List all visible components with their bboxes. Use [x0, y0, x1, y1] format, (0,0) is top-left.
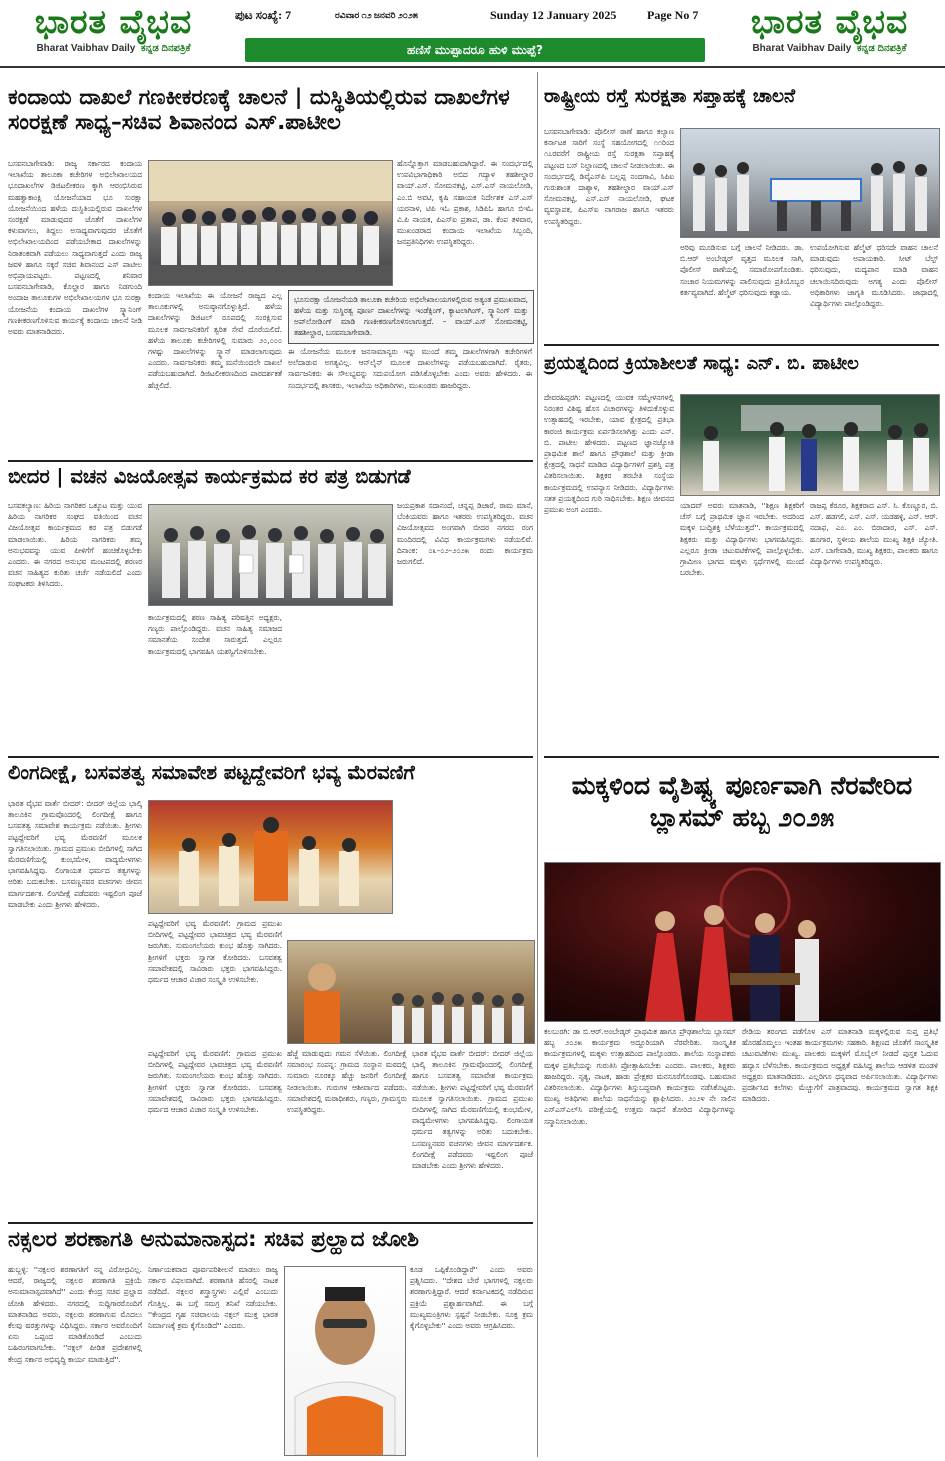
rally-photo-icon: [681, 129, 939, 237]
slogan-bar: ಹಣಿಸೆ ಮುಪ್ಪಾದರೂ ಹುಳಿ ಮುಪ್ಪೆ?: [245, 38, 705, 62]
pull-quote: ಭೂಸುರಕ್ಷಾ ಯೋಜನೆಯಡಿ ತಾಲೂಕಾ ಕಚೇರಿಯ ಅಭಿಲೇಖಾಲಯಗಳಲ್ಲಿರುವ ಅತ್ಯಂತ ಪ್ರಮುಖವಾದ, ಹಳೆಯ ಮತ್ತು ಸುಸ್ಥಿರತ್ವ ಪೂರ್ಣ ದಾಖಲೆಗಳನ್ನು ಇಂಡೆಕ್ಸಿಂಗ್, ಕ್ಯಾಟಲಾಗಿಂಗ್, ಸ್ಕ್ಯಾನಿಂಗ್ ಮತ್ತು ಅಪ್‌ಲೋಡಿಂಗ್ ಮಾಡಿ ಗಣಕೀಕರಣಗೊಳಿಸಲಾಗುತ್ತದೆ. – ವಾಯ್.ಎಸ್ ಸೋಮನಕಟ್ಟಿ, ತಹಶೀಲ್ದಾರ, ಬಸವನಬಾಗೇವಾಡಿ.: [288, 290, 534, 344]
brand-english: Bharat Vaibhav Daily: [752, 43, 852, 54]
headline-kriyasheelate: ಪ್ರಯತ್ನದಿಂದ ಕ್ರಿಯಾಶೀಲತೆ ಸಾಧ್ಯ: ಎನ್. ಬಿ. ಪಾಟೀಲ: [544, 353, 859, 374]
date-kn: ರವಿವಾರ ೧೨ ಜನವರಿ ೨೦೨೫: [335, 10, 418, 20]
headline-naxal-surrender: ನಕ್ಸಲರ ಶರಣಾಗತಿ ಅನುಮಾನಾಸ್ಪದ: ಸಚಿವ ಪ್ರಲ್ಹಾದ ಜೋಶಿ: [8, 1227, 419, 1252]
headline-road-safety: ರಾಷ್ಟ್ರೀಯ ರಸ್ತೆ ಸುರಕ್ಷತಾ ಸಪ್ತಾಹಕ್ಕೆ ಚಾಲನೆ: [544, 86, 796, 107]
article-body: ಪಟ್ಟದ್ದೇವರಿಗೆ ಭವ್ಯ ಮೆರವಣಿಗೆ: ಗ್ರಾಮದ ಪ್ರಮುಖ ಬೀದಿಗಳಲ್ಲಿ ಪಟ್ಟದ್ದೇವರ ಭಾವಚಿತ್ರದ ಭವ್ಯ ಮೆರವಣಿಗೆ ಜರುಗಿತು. ಸುಮಂಗಲೆಯರು ಕುಂಭ ಹೊತ್ತು ಸಾಗಿದರು. ಶ್ರೀಗಳಿಗೆ ಭಕ್ತರು ಸ್ವಾಗತ ಕೋರಿದರು. ಬಸವತತ್ವ ಸಮಾವೇಶದಲ್ಲಿ ಸಾವಿರಾರು ಭಕ್ತರು ಭಾಗವಹಿಸಿದ್ದರು. ಧರ್ಮದ ಆಚಾರ ವಿಚಾರ ಸಂಸ್ಕೃತಿ ಉಳಿಸಬೇಕು.: [148, 919, 282, 985]
article-body: ಪಟ್ಟದ್ದೇವರಿಗೆ ಭವ್ಯ ಮೆರವಣಿಗೆ: ಗ್ರಾಮದ ಪ್ರಮುಖ ಬೀದಿಗಳಲ್ಲಿ ಪಟ್ಟದ್ದೇವರ ಭಾವಚಿತ್ರದ ಭವ್ಯ ಮೆರವಣಿಗೆ ಜರುಗಿತು. ಸುಮಂಗಲೆಯರು ಕುಂಭ ಹೊತ್ತು ಸಾಗಿದರು. ಶ್ರೀಗಳಿಗೆ ಭಕ್ತರು ಸ್ವಾಗತ ಕೋರಿದರು. ಬಸವತತ್ವ ಸಮಾವೇಶದಲ್ಲಿ ಸಾವಿರಾರು ಭಕ್ತರು ಭಾಗವಹಿಸಿದ್ದರು. ಧರ್ಮದ ಆಚಾರ ವಿಚಾರ ಸಂಸ್ಕೃತಿ ಉಳಿಸಬೇಕು.: [148, 1049, 282, 1115]
headline-lingadeeksha: ಲಿಂಗದೀಕ್ಷೆ, ಬಸವತತ್ವ ಸಮಾವೇಶ ಪಟ್ಟದ್ದೇವರಿಗೆ ಭವ್ಯ ಮೆರವಣಿಗೆ: [8, 761, 415, 784]
ceremony-photo-icon: [149, 801, 392, 913]
article-body: ಕಂದಾಯ ಇಲಾಖೆಯ ಈ ಯೋಜನೆ ರಾಜ್ಯದ ಎಲ್ಲ ತಾಲೂಕುಗಳಲ್ಲಿ ಅನುಷ್ಠಾನಗೊಳ್ಳುತ್ತಿದೆ. ಹಳೆಯ ದಾಖಲೆಗಳನ್ನು ಡಿಜಿಟಲ್ ರೂಪದಲ್ಲಿ ಸಂರಕ್ಷಿಸುವ ಮೂಲಕ ಸಾರ್ವಜನಿಕರಿಗೆ ತ್ವರಿತ ಸೇವೆ ದೊರೆಯಲಿದೆ. ಹಳೆಯ ತಾಲೂಕು ಕಚೇರಿಗಳಲ್ಲಿ ಸುಮಾರು ೨೦,೦೦೦ ಗಳಷ್ಟು ದಾಖಲೆಗಳನ್ನು ಸ್ಕ್ಯಾನ್ ಮಾಡಲಾಗುವುದು ಎಂದರು. ಸಾರ್ವಜನಿಕರು ತಮ್ಮ ಮನೆಯಿಂದಲೇ ದಾಖಲೆ ಪಡೆಯಬಹುದಾಗಿದೆ. ಡಿಜಿಟಲೀಕರಣದಿಂದ ಪಾರದರ್ಶಕತೆ ಹೆಚ್ಚಲಿದೆ.: [148, 291, 282, 390]
photo-swamiji-address: [287, 940, 535, 1044]
photo-procession: [148, 800, 393, 914]
article-body: ಅರಿವು ಮೂಡಿಸುವ ಬಗ್ಗೆ ಚಾಲನೆ ನೀಡಿದರು. ಡಾ. ಬಿ.ಆರ್ ಅಂಬೇಡ್ಕರ್ ವೃತ್ತದ ಮೂಲಕ ಸಾಗಿ, ಪೊಲೀಸ್ ಠಾಣೆಯಲ್ಲಿ ಸಮಾರೋಪಗೊಂಡಿತು. ಸಂಚಾರ ನಿಯಮಗಳನ್ನು ಪಾಲಿಸುವುದು ಪ್ರತಿಯೊಬ್ಬರ ಕರ್ತವ್ಯವಾಗಿದೆ. ಹೆಲ್ಮೆಟ್ ಧರಿಸುವುದು ಕಡ್ಡಾಯ.: [680, 243, 804, 297]
group-photo-icon: [149, 505, 392, 605]
headline-revenue-digitization: ಕಂದಾಯ ದಾಖಲೆ ಗಣಕೀಕರಣಕ್ಕೆ ಚಾಲನೆ | ದುಸ್ಥಿತಿಯಲ್ಲಿರುವ ದಾಖಲೆಗಳ ಸಂರಕ್ಷಣೆ ಸಾಧ್ಯ–ಸಚಿವ ಶಿವಾನಂದ ಎಸ್.ಪಾಟೀಲ: [8, 85, 510, 135]
photo-leaflet-release: [148, 504, 393, 606]
headline-vachana-vijayotsava: ಬೀದರ | ವಚನ ವಿಜಯೋತ್ಸವ ಕಾರ್ಯಕ್ರಮದ ಕರ ಪತ್ರ ಬಿಡುಗಡೆ: [8, 465, 411, 488]
section-rule: [8, 460, 533, 462]
article-body: ಹೊನ್ನೊತ್ತಾಗ ಮಾಡಬಹುದಾಗಿದ್ದಾರೆ. ಈ ಸಂದರ್ಭದಲ್ಲಿ ಉಪವಿಭಾಗಾಧಿಕಾರಿ ಅಬಿದ ಗದ್ಯಾಳ ತಹಶೀಲ್ದಾರ ವಾಯ್.ಎಸ್. ಸೋಮನಕಟ್ಟಿ, ಎಸ್.ಎಸ್ ನಾಯಲೋಡಿ, ಎಂ.ಬಿ ಅವಟಿ, ಕೃಷಿ ಸಹಾಯಕ ನಿರ್ದೇಶಕ ಎಸ್.ಎಸ್ ಯರನಾಳ, ಟಿಪಿ ಇಓ ಪ್ರಕಾಶ, ಸಿಡಿಪಿಓ ಹಾಗೂ ಬಿಇಓ ವಿ.ಪಿ ನಾಯಕ, ಪಿಎಸ್‌ಐ ಪ್ರತಾಪ, ಡಾ. ಕೆಂಪ ತಳವಾರ, ಮುಖಂಡರಾದ ಕಂದಾಯ ಇಲಾಖೆಯ ಸಿಬ್ಬಂದಿ, ಜನಪ್ರತಿನಿಧಿಗಳು ಉಪಸ್ಥಿತರಿದ್ದರು.: [397, 159, 533, 247]
photo-pralhad-joshi: [284, 1266, 406, 1456]
article-body: ಕಲಬುರಗಿ: ಡಾ ಬಿ.ಆರ್.ಅಂಬೇಡ್ಕರ್ ಪ್ರಾಥಮಿಕ ಹಾಗೂ ಪ್ರೌಢಶಾಲೆಯ ಬ್ಲಾಸಮ್ ಹಬ್ಬ ೨೦೨೫ ಕಾರ್ಯಕ್ರಮ ಅದ್ದೂರಿಯಾಗಿ ನೆರವೇರಿತು. ಸಾಂಸ್ಕೃತಿಕ ಕಾರ್ಯಕ್ರಮಗಳಲ್ಲಿ ಮಕ್ಕಳು ಉತ್ಸಾಹದಿಂದ ಪಾಲ್ಗೊಂಡರು. ಶಾಲೆಯ ಸಂಸ್ಥಾಪಕರು ಮಕ್ಕಳ ಪ್ರತಿಭೆಯನ್ನು ಗುರುತಿಸಿ ಪ್ರೋತ್ಸಾಹಿಸಬೇಕು ಎಂದರು. ಪಾಲಕರು, ಶಿಕ್ಷಕರು ಹಾಜರಿದ್ದರು. ನೃತ್ಯ, ನಾಟಕ, ಹಾಡು ಪ್ರೇಕ್ಷಕರ ಮನಸೂರೆಗೊಂಡವು. ಬಹುಮಾನ ವಿತರಿಸಲಾಯಿತು. ವಿದ್ಯಾರ್ಥಿಗಳು ಶಿಸ್ತುಬದ್ಧವಾಗಿ ಕಾರ್ಯಕ್ರಮ ನಡೆಸಿಕೊಟ್ಟರು. ಮುಖ್ಯ ಅತಿಥಿಗಳು ಶಾಲೆಯ ಸಾಧನೆಯನ್ನು ಶ್ಲಾಘಿಸಿದರು. ೨೦೨೪ ನೇ ಸಾಲಿನ ಎಸ್ಎಸ್ಎಲ್‌ಸಿ ಪರೀಕ್ಷೆಯಲ್ಲಿ ಉತ್ತಮ ಸಾಧನೆ ತೋರಿದ ವಿದ್ಯಾರ್ಥಿಗಳನ್ನು ಸನ್ಮಾನಿಸಲಾಯಿತು.: [544, 1027, 736, 1126]
stage-photo-icon: [545, 863, 940, 1021]
lamp-lighting-photo-icon: [681, 395, 939, 495]
article-body: ಈ ಯೋಜನೆಯ ಮೂಲಕ ಜನಸಾಮಾನ್ಯರು ಇನ್ನು ಮುಂದೆ ತಮ್ಮ ದಾಖಲೆಗಳಿಗಾಗಿ ಕಚೇರಿಗಳಿಗೆ ಅಲೆದಾಡುವ ಅಗತ್ಯವಿಲ್ಲ. ಆನ್‌ಲೈನ್ ಮೂಲಕ ದಾಖಲೆಗಳನ್ನು ಪಡೆಯಬಹುದಾಗಿದೆ. ರೈತರು, ಸಾರ್ವಜನಿಕರು ಈ ಸೌಲಭ್ಯವನ್ನು ಸದುಪಯೋಗ ಪಡಿಸಿಕೊಳ್ಳಬೇಕು ಎಂದು ಅವರು ಹೇಳಿದರು. ಈ ಸಂದರ್ಭದಲ್ಲಿ ಶಾಸಕರು, ಇಲಾಖೆಯ ಅಧಿಕಾರಿಗಳು, ಮುಖಂಡರು ಹಾಜರಿದ್ದರು.: [288, 347, 532, 390]
masthead: [0, 0, 945, 68]
article-body: ಬಸವನಬಾಗೇವಾಡಿ: ರಾಜ್ಯ ಸರ್ಕಾರದ ಕಂದಾಯ ಇಲಾಖೆಯ ತಾಲೂಕಾ ಕಚೇರಿಗಳ ಅಭಿಲೇಖಾಲಯದ ಭೂದಾಖಲೆಗಳ ಡಿಜಿಟಲೀಕರಣ ಕ್ಕಾಗಿ ಆರಂಭಿಸಿರುವ ಮಹತ್ವಾಕಾಂಕ್ಷಿ ಯೋಜನೆಯಾದ ಭೂ ಸುರಕ್ಷಾ ಯೋಜನೆಯಿಂದ ಹಳೆಯ ದುಸ್ಥಿತಿಯಲ್ಲಿರುವ ದಾಖಲೆಗಳ ಸಂರಕ್ಷಣೆ ಮಾಡುವುದರ ಜೊತೆಗೆ ದಾಖಲೆಗಳ ಕಳುವಾಗಲು, ತಿದ್ದಲು ಅಸಾಧ್ಯವಾಗುವುದರ ಜೊತೆಗೆ ಅಭಿಲೇಖಾಲಯದಿಂದ ಪಡೆಯಬೇಕಾದ ದಾಖಲೆಗಳನ್ನು ನಿರಾತಂಕವಾಗಿ ಪಡೆಯಲು ಸಾಧ್ಯವಾಗುತ್ತದೆ ಎಂದು ರಾಜ್ಯ ಜವಳಿ ಹಾಗೂ ಸಕ್ಕರೆ ಸಚಿವ ಶಿವಾನಂದ ಎಸ್ ಪಾಟೀಲ ಅಭಿಪ್ರಾಯಪಟ್ಟರು. ಪಟ್ಟಣದಲ್ಲಿ ಶನಿವಾರ ಬಸವನಬಾಗೇವಾಡಿ, ಕೊಲ್ಹಾರ ಹಾಗೂ ನಿಡಗುಂದಿ ಅಂದಾಜ ತಾಲೂಕುಗಳ ಅಭಿಲೇಖಾಲಯಗಳ ಭೂ ಸುರಕ್ಷಾ ಯೋಜನೆಯ ಕಂದಾಯ ದಾಖಲೆಗಳ ಸ್ಕ್ಯಾನಿಂಗ್ ಗಣಕೀಕರಣಗೊಳಿಸುವ ಕಾರ್ಯಕ್ಕೆ ಕಂದಾಯ ಚಾಲನೆ ನೀಡಿ ಅವರು ಮಾತನಾಡಿದರು.: [8, 159, 142, 337]
brand-english: Bharat Vaibhav Daily: [36, 43, 136, 54]
photo-road-safety-rally: [680, 128, 940, 238]
article-body: ರಾಜಪ್ಪ ಕೆರೂರ, ಶಿಕ್ಷಕರಾದ ಎಸ್. ಸಿ. ಕೊಣ್ಣೂರ, ಬಿ. ಎಸ್. ಹಡಗಲಿ, ಎಸ್. ಎಸ್. ಯಡಹಳ್ಳಿ, ಎನ್. ಆರ್. ನದಾಫ, ಎಂ. ಎಂ. ಬಿರಾದಾರ, ಎಸ್. ಎಸ್. ಹೂಗಾರ, ಸ್ಥಳೀಯ ಶಾಲೆಯ ಮುಖ್ಯ ಶಿಕ್ಷಕಿ ಜ್ಯೋತಿ. ಎಸ್. ಬಾಗೇವಾಡಿ, ಮುಖ್ಯ ಶಿಕ್ಷಕರು, ಪಾಲಕರು ಹಾಗೂ ವಿದ್ಯಾರ್ಥಿಗಳು ಉಪಸ್ಥಿತರಿದ್ದರು.: [810, 501, 938, 567]
dateline: [235, 4, 710, 26]
article-body: ನಿರ್ಣಾಯಕವಾದ ಪೂರ್ವಪರಿಶೀಲನೆ ಮಾಡಲು ರಾಜ್ಯ ಸರ್ಕಾರ ವಿಫಲವಾಗಿದೆ. ಶರಣಾಗತಿ ಹೆಸರಲ್ಲಿ ನಾಟಕ ನಡೆದಿದೆ. ನಕ್ಸಲರ ಶಸ್ತ್ರಾಸ್ತ್ರಗಳು ಎಲ್ಲಿವೆ ಎಂಬುದು ಗೊತ್ತಿಲ್ಲ. ಈ ಬಗ್ಗೆ ಸಮಗ್ರ ತನಿಖೆ ನಡೆಯಬೇಕು. ''ಕೇಂದ್ರದ ಗೃಹ ಸಚಿವಾಲಯ ನಕ್ಸಲ್ ಮುಕ್ತ ಭಾರತ ನಿರ್ಮಾಣಕ್ಕೆ ಕ್ರಮ ಕೈಗೊಂಡಿದೆ'' ಎಂದರು.: [148, 1265, 278, 1331]
brand-tagline: ಕನ್ನಡ ದಿನಪತ್ರಿಕೆ: [140, 43, 191, 54]
headline-blossom-fest: ಮಕ್ಕಳಿಂದ ವೈಶಿಷ್ಟ್ಯ ಪೂರ್ಣವಾಗಿ ನೆರವೇರಿದ ಬ್ಲಾಸಮ್ ಹಬ್ಬ ೨೦೨೫: [571, 771, 913, 832]
portrait-icon: [285, 1267, 405, 1455]
brand-right: [722, 2, 937, 64]
photo-chess-event: [680, 394, 940, 496]
article-body: ಹೆಜ್ಜೆ ಮಾಡುವುದು ಗಮನ ಸೆಳೆಯಿತು. ಲಿಂಗದೀಕ್ಷೆ ಸಮಾರಂಭ ಸಂಪನ್ನ: ಗ್ರಾಮದ ಸಂಸ್ಥಾನ ಮಠದಲ್ಲಿ ಸುಮಾರು ನೂರಕ್ಕೂ ಹೆಚ್ಚು ಜನರಿಗೆ ಲಿಂಗದೀಕ್ಷೆ ನೀಡಲಾಯಿತು. ಗುರುಗಳ ಆಶೀರ್ವಾದ ಪಡೆದರು. ಸಮಾವೇಶದಲ್ಲಿ ಮಠಾಧೀಶರು, ಗಣ್ಯರು, ಗ್ರಾಮಸ್ಥರು ಉಪಸ್ಥಿತರಿದ್ದರು.: [287, 1049, 407, 1115]
article-body: ಯಾದವ್ ಅವರು ಮಾತನಾಡಿ, ''ಶಿಕ್ಷಣ ಶಿಕ್ಷಕರಿಗೆ ಚೆಸ್ ಬಗ್ಗೆ ಪ್ರಾಥಮಿಕ ಜ್ಞಾನ ಇರಬೇಕು. ಅದರಿಂದ ಮಕ್ಕಳ ಬುದ್ಧಿಶಕ್ತಿ ಬೆಳೆಯುತ್ತದೆ''. ಕಾರ್ಯಕ್ರಮದಲ್ಲಿ ಶಿಕ್ಷಕರು ಮತ್ತು ವಿದ್ಯಾರ್ಥಿಗಳು ಭಾಗವಹಿಸಿದ್ದರು. ಎಲ್ಲರೂ ಕ್ರೀಡಾ ಚಟುವಟಿಕೆಗಳಲ್ಲಿ ಪಾಲ್ಗೊಳ್ಳಬೇಕು. ಗ್ರಾಮೀಣ ಭಾಗದ ಮಕ್ಕಳು ಸ್ಪರ್ಧೆಗಳಲ್ಲಿ ಮುಂದೆ ಬರಬೇಕು.: [680, 501, 804, 578]
photo-revenue-event: [148, 160, 393, 286]
section-rule: [544, 344, 939, 346]
brand-title: ಭಾರತ ವೈಭವ: [34, 2, 193, 41]
article-body: ಬಸವನಬಾಗೇವಾಡಿ: ಪೊಲೀಸ್ ಠಾಣೆ ಹಾಗೂ ಕಲ್ಯಾಣ ಕರ್ನಾಟಕ ಸಾರಿಗೆ ಸಂಸ್ಥೆ ಸಹಯೋಗದಲ್ಲಿ ೧೧ರಿಂದ ೧೭ರವರೆಗೆ ರಾಷ್ಟ್ರೀಯ ರಸ್ತೆ ಸುರಕ್ಷತಾ ಸಪ್ತಾಹಕ್ಕೆ ಪಟ್ಟಣದ ಬಸ್ ನಿಲ್ದಾಣದಲ್ಲಿ ಚಾಲನೆ ನೀಡಲಾಯಿತು. ಈ ಸಂದರ್ಭದಲ್ಲಿ ಡಿವೈಎಸ್‌ಪಿ ಬಲ್ಲಪ್ಪ ನಂದಗಾವಿ, ಸಿಪಿಐ ಗುರುಶಾಂತ ದಾಶ್ಯಾಳ, ತಹಶೀಲ್ದಾರ ವಾಯ್.ಎಸ್ ಸೋಮನಕಟ್ಟಿ, ಎಸ್.ಎಸ್ ನಾಯಲೋಡಿ, ಘಟಕ ವ್ಯವಸ್ಥಾಪಕ, ಪಿಎಸ್‌ಐ ನಾಗರಾಜ ಹಾಗೂ ಇತರರು ಉಪಸ್ಥಿತರಿದ್ದರು.: [544, 127, 674, 226]
article-body: ರೇಡಿಯ ತರಂಗದ ಪಡೆಗೊಳ ಎಸ್ ಮಾತನಾಡಿ ಮಕ್ಕಳಲ್ಲಿರುವ ಸುಪ್ತ ಪ್ರತಿಭೆ ಹೊರಹೊಮ್ಮಲು ಇಂತಹ ಕಾರ್ಯಕ್ರಮಗಳು ಸಹಕಾರಿ. ಶಿಕ್ಷಣದ ಜೊತೆಗೆ ಸಾಂಸ್ಕೃತಿಕ ಚಟುವಟಿಕೆಗಳು ಮುಖ್ಯ. ಪಾಲಕರು ಮಕ್ಕಳಿಗೆ ಮೊಬೈಲ್ ನೀಡದೆ ಪುಸ್ತಕ ಓದುವ ಹವ್ಯಾಸ ಬೆಳೆಸಬೇಕು. ಕಾರ್ಯಕ್ರಮದ ಅಧ್ಯಕ್ಷತೆ ವಹಿಸಿದ್ದ ಶಾಲೆಯ ಆಡಳಿತ ಮಂಡಳಿ ಅಧ್ಯಕ್ಷರು ಮಾತನಾಡಿದರು. ಎಲ್ಲರಿಗೂ ಧನ್ಯವಾದ ಅರ್ಪಿಸಲಾಯಿತು. ವಿದ್ಯಾರ್ಥಿಗಳು ಪ್ರದರ್ಶಿಸಿದ ಕಲೆಗಳು ಮೆಚ್ಚುಗೆಗೆ ಪಾತ್ರವಾದವು. ಕಾರ್ಯಕ್ರಮದ ಸ್ವಾಗತ ಶಿಕ್ಷಕಿ ಮಾಡಿದರು.: [742, 1027, 938, 1104]
brand-tagline: ಕನ್ನಡ ದಿನಪತ್ರಿಕೆ: [856, 43, 907, 54]
article-body: ಜಯಪ್ರಕಾಶ ಸದಾನಂದೆ, ಚನ್ನಪ್ಪ ಡಿಜಾರೆ, ರಾಮ ಮಾನೆ, ಬೆಂಕಿಯವರು ಹಾಗೂ ಇತರರು ಉಪಸ್ಥಿತರಿದ್ದರು. ವಚನ ವಿಜಯೋತ್ಸವದ ಅಂಗವಾಗಿ ಬೀದರ ನಗರದ ರಂಗ ಮಂದಿರದಲ್ಲಿ ವಿವಿಧ ಕಾರ್ಯಕ್ರಮಗಳು ನಡೆಯಲಿವೆ. ದಿನಾಂಕ: ೦೩–೦೨–೨೦೨೫ ರಂದು ಕಾರ್ಯಕ್ರಮ ಜರುಗಲಿದೆ.: [397, 501, 533, 567]
section-rule: [544, 756, 939, 758]
page-number-en: Page No 7: [647, 8, 699, 22]
speaker-photo-icon: [288, 941, 534, 1043]
article-body: ಕಾರ್ಯಕ್ರಮದಲ್ಲಿ ಶರಣ ಸಾಹಿತ್ಯ ಪರಿಷತ್ತಿನ ಅಧ್ಯಕ್ಷರು, ಗಣ್ಯರು ಪಾಲ್ಗೊಂಡಿದ್ದರು. ವಚನ ಸಾಹಿತ್ಯ ಸಮಾಜದ ಸಮಾನತೆಯ ಸಂದೇಶ ಸಾರುತ್ತದೆ. ಎಲ್ಲರೂ ಕಾರ್ಯಕ್ರಮದಲ್ಲಿ ಭಾಗವಹಿಸಿ ಯಶಸ್ವಿಗೊಳಿಸಬೇಕು.: [148, 613, 282, 656]
article-body: ಭಾರತ ವೈಭವ ವಾರ್ತೆ ಬೀದರ್: ಬೀದರ್ ಜಿಲ್ಲೆಯ ಭಾಲ್ಕಿ ತಾಲೂಕಿನ ಗ್ರಾಮವೊಂದರಲ್ಲಿ ಲಿಂಗದೀಕ್ಷೆ ಹಾಗೂ ಬಸವತತ್ವ ಸಮಾವೇಶ ಕಾರ್ಯಕ್ರಮ ನಡೆಯಿತು. ಶ್ರೀಗಳು ಪಟ್ಟದ್ದೇವರಿಗೆ ಭವ್ಯ ಮೆರವಣಿಗೆ ಮೂಲಕ ಸ್ವಾಗತಿಸಲಾಯಿತು. ಗ್ರಾಮದ ಪ್ರಮುಖ ಬೀದಿಗಳಲ್ಲಿ ಸಾಗಿದ ಮೆರವಣಿಗೆಯಲ್ಲಿ ಕುಂಭಮೇಳ, ವಾದ್ಯಮೇಳಗಳು ಭಾಗವಹಿಸಿದ್ದವು. ಲಿಂಗಾಯತ ಧರ್ಮದ ತತ್ವಗಳನ್ನು ಅರಿತು ಬದುಕಬೇಕು. ಬಸವಣ್ಣನವರ ವಚನಗಳು ಜೀವನ ಮಾರ್ಗದರ್ಶಕ. ಲಿಂಗದೀಕ್ಷೆ ಪಡೆದವರು ಇಷ್ಟಲಿಂಗ ಪೂಜೆ ಮಾಡಬೇಕು ಎಂದು ಶ್ರೀಗಳು ಹೇಳಿದರು.: [8, 799, 142, 909]
crowd-photo-icon: [149, 161, 392, 285]
column-divider: [537, 72, 538, 1457]
article-body: ಉಪಯೋಗಿಸುವ ಹೆಲ್ಮೆಟ್ ಧರಿಸದೇ ವಾಹನ ಚಾಲನೆ ಮಾಡುವುದು ಅಪಾಯಕಾರಿ. ಸೀಟ್ ಬೆಲ್ಟ್ ಧರಿಸುವುದು, ಮದ್ಯಪಾನ ಮಾಡಿ ವಾಹನ ಚಲಾಯಿಸದಿರುವುದು ಅಗತ್ಯ ಎಂದು ಪೊಲೀಸ್ ಅಧಿಕಾರಿಗಳು ಜಾಗೃತಿ ಮೂಡಿಸಿದರು. ಜಾಥಾದಲ್ಲಿ ವಿದ್ಯಾರ್ಥಿಗಳು ಪಾಲ್ಗೊಂಡಿದ್ದರು.: [810, 243, 938, 309]
date-en: Sunday 12 January 2025: [490, 8, 617, 22]
section-rule: [8, 756, 533, 758]
article-body: ದೇವರಹಿಪ್ಪರಗಿ: ಪಟ್ಟಣದಲ್ಲಿ ಯುವಕ ಸಮ್ಮೇಳನಗಳಲ್ಲಿ ನಿರಂತರ ವಿಶಿಷ್ಟ ಹೊಸ ವಿಚಾರಗಳನ್ನು ತಿಳಿದುಕೊಳ್ಳುವ ಉತ್ಸಾಹದಲ್ಲಿ ಇರಬೇಕು, ಯಾವ ಕ್ಷೇತ್ರದಲ್ಲಿ ಪ್ರತಿಭಾ ಕಾರಂಜಿ ಕಾರ್ಯಕ್ರಮ ಏರ್ಪಡಿಸಲಾಗಿತ್ತು ಎಂದು ಎನ್. ಬಿ. ಪಾಟೀಲ ಹೇಳಿದರು. ಪಟ್ಟಣದ ಜ್ಞಾನಜ್ಯೋತಿ ಪ್ರಾಥಮಿಕ ಶಾಲೆ ಹಾಗೂ ಪ್ರೌಢಶಾಲೆ ಮತ್ತು ಕ್ರೀಡಾ ಕ್ಷೇತ್ರದಲ್ಲಿ ಸಾಧನೆ ಮಾಡಿದ ವಿದ್ಯಾರ್ಥಿಗಳಿಗೆ ಪ್ರಶಸ್ತಿ ಪತ್ರ ವಿತರಿಸಲಾಯಿತು. ಶಿಕ್ಷಕರ ತರಬೇತಿ ಸಂಸ್ಥೆಯ ಕಾರ್ಯಕ್ರಮದಲ್ಲಿ ಉಪನ್ಯಾಸ ನೀಡಿದರು. ವಿದ್ಯಾರ್ಥಿಗಳು ಸತತ ಪ್ರಯತ್ನದಿಂದ ಗುರಿ ಸಾಧಿಸಬೇಕು. ಶಿಕ್ಷಣ ಜೀವನದ ಪ್ರಮುಖ ಅಂಗ ಎಂದರು.: [544, 393, 674, 515]
page-number-kn: ಪುಟ ಸಂಖ್ಯೆ: 7: [235, 8, 292, 22]
article-body: ಹುಬ್ಬಳ್ಳಿ: ''ನಕ್ಸಲರ ಶರಣಾಗತಿಗೆ ನನ್ನ ವಿರೋಧವಿಲ್ಲ. ಆದರೆ, ರಾಜ್ಯದಲ್ಲಿ ನಕ್ಸಲರ ಶರಣಾಗತಿ ಪ್ರಕ್ರಿಯೆ ಅನುಮಾನಾಸ್ಪದವಾಗಿದೆ'' ಎಂದು ಕೇಂದ್ರ ಸಚಿವ ಪ್ರಲ್ಹಾದ ಜೋಶಿ ಹೇಳಿದರು. ನಗರದಲ್ಲಿ ಸುದ್ದಿಗಾರರೊಂದಿಗೆ ಮಾತನಾಡಿದ ಅವರು, ನಕ್ಸಲರು ಶರಣಾಗುವ ಮೊದಲು ಕೆಲವು ಷರತ್ತುಗಳನ್ನು ವಿಧಿಸಿದ್ದರು. ಸರ್ಕಾರ ಅವರೊಂದಿಗೆ ಏನು ಒಪ್ಪಂದ ಮಾಡಿಕೊಂಡಿದೆ ಎಂಬುದು ಬಹಿರಂಗವಾಗಬೇಕು. ''ನಕ್ಸಲ್ ಪೀಡಿತ ಪ್ರದೇಶಗಳಲ್ಲಿ ಕೇಂದ್ರ ಸರ್ಕಾರ ಅಭಿವೃದ್ಧಿ ಕಾರ್ಯ ಮಾಡುತ್ತಿದೆ''.: [8, 1265, 142, 1364]
article-body: ಕೂಡ ಒಪ್ಪಿಕೊಂಡಿದ್ದಾರೆ'' ಎಂದು ಅವರು ಪ್ರಶ್ನಿಸಿದರು. ''ದೇಶದ ಬೇರೆ ಭಾಗಗಳಲ್ಲಿ ನಕ್ಸಲರು ಶರಣಾಗುತ್ತಿದ್ದಾರೆ. ಆದರೆ ಕರ್ನಾಟಕದಲ್ಲಿ ನಡೆದಿರುವ ಪ್ರಕ್ರಿಯೆ ಪ್ರಶ್ನಾರ್ಹವಾಗಿದೆ. ಈ ಬಗ್ಗೆ ಮುಖ್ಯಮಂತ್ರಿಗಳು ಸ್ಪಷ್ಟನೆ ನೀಡಬೇಕು. ಸೂಕ್ತ ಕ್ರಮ ಕೈಗೊಳ್ಳಬೇಕು'' ಎಂದು ಅವರು ಆಗ್ರಹಿಸಿದರು.: [410, 1265, 533, 1331]
brand-title: ಭಾರತ ವೈಭವ: [750, 2, 909, 41]
article-body: ಬಸವಕಲ್ಯಾಣ: ಹಿರಿಯ ನಾಗರಿಕರ ಒಕ್ಕೂಟ ಮತ್ತು ಯುವ ಹಿರಿಯ ನಾಗರಿಕರ ಸಂಘದ ವತಿಯಿಂದ ವಚನ ವಿಜಯೋತ್ಸವ ಕಾರ್ಯಕ್ರಮದ ಕರ ಪತ್ರ ಬಿಡುಗಡೆ ಮಾಡಲಾಯಿತು. ಹಿರಿಯ ನಾಗರಿಕರು ತಮ್ಮ ಅನುಭವವನ್ನು ಯುವ ಪೀಳಿಗೆಗೆ ಹಂಚಿಕೊಳ್ಳಬೇಕು ಎಂದರು. ಈ ನಗರದ ಅನುಭವ ಮಂಟಪದಲ್ಲಿ ಶರಣರ ವಚನ ಸಾಹಿತ್ಯದ ಕುರಿತು ಚರ್ಚೆ ನಡೆಯಲಿದೆ ಎಂದು ಸಂಘಟಕರು ತಿಳಿಸಿದರು.: [8, 501, 142, 589]
brand-left: [6, 2, 221, 64]
section-rule: [8, 1222, 533, 1224]
article-body: ಭಾರತ ವೈಭವ ವಾರ್ತೆ ಬೀದರ್: ಬೀದರ್ ಜಿಲ್ಲೆಯ ಭಾಲ್ಕಿ ತಾಲೂಕಿನ ಗ್ರಾಮವೊಂದರಲ್ಲಿ ಲಿಂಗದೀಕ್ಷೆ ಹಾಗೂ ಬಸವತತ್ವ ಸಮಾವೇಶ ಕಾರ್ಯಕ್ರಮ ನಡೆಯಿತು. ಶ್ರೀಗಳು ಪಟ್ಟದ್ದೇವರಿಗೆ ಭವ್ಯ ಮೆರವಣಿಗೆ ಮೂಲಕ ಸ್ವಾಗತಿಸಲಾಯಿತು. ಗ್ರಾಮದ ಪ್ರಮುಖ ಬೀದಿಗಳಲ್ಲಿ ಸಾಗಿದ ಮೆರವಣಿಗೆಯಲ್ಲಿ ಕುಂಭಮೇಳ, ವಾದ್ಯಮೇಳಗಳು ಭಾಗವಹಿಸಿದ್ದವು. ಲಿಂಗಾಯತ ಧರ್ಮದ ತತ್ವಗಳನ್ನು ಅರಿತು ಬದುಕಬೇಕು. ಬಸವಣ್ಣನವರ ವಚನಗಳು ಜೀವನ ಮಾರ್ಗದರ್ಶಕ. ಲಿಂಗದೀಕ್ಷೆ ಪಡೆದವರು ಇಷ್ಟಲಿಂಗ ಪೂಜೆ ಮಾಡಬೇಕು ಎಂದು ಶ್ರೀಗಳು ಹೇಳಿದರು.: [412, 1049, 533, 1171]
photo-blossom-stage: [544, 862, 941, 1022]
